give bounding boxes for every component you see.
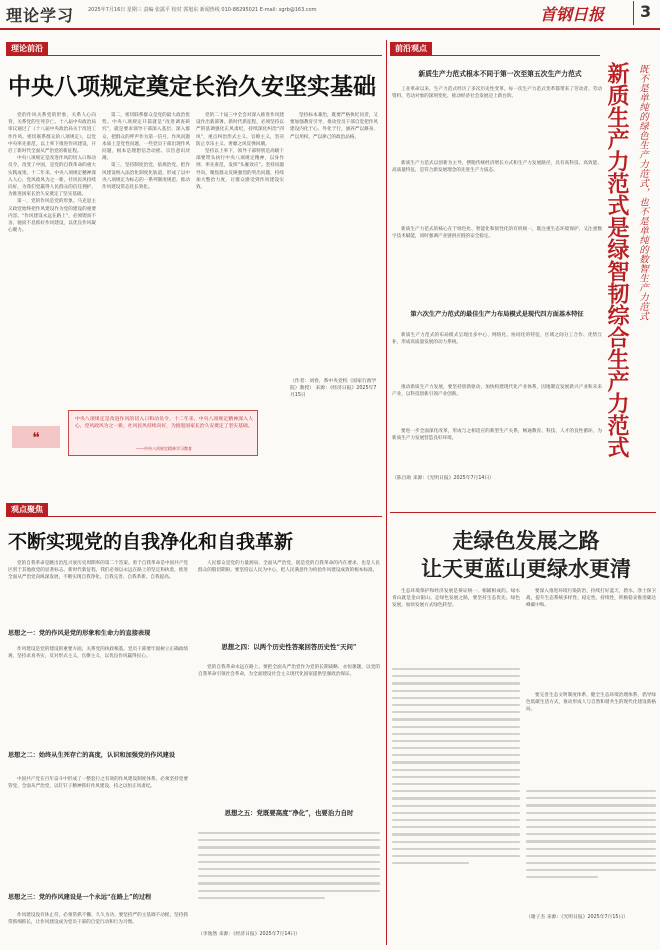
green-paragraph: 要完善生态文明制度体系，健全生态环境治理体系，倡导绿色低碳生活方式，推动形成人与自然和谐共生的现代化建设新格局。 <box>526 693 656 713</box>
middle-section-1 <box>8 646 188 746</box>
green-body-lines-2 <box>526 790 656 883</box>
right-paragraph: 推动新质生产力发展，要坚持创新驱动，加快构建现代化产业体系，因地制宜发展新兴产业和未来产业，以科技创新引领产业创新。 <box>392 385 602 398</box>
right-paragraph: 新质生产力范式以创新为主导，摆脱传统经济增长方式和生产力发展路径，具有高科技、高效能、高质量特征，是符合新发展理念的先进生产力质态。 <box>392 161 602 174</box>
middle-paragraph: 党的自我革命永远在路上。要把全面从严治党作为党的长期战略、永恒课题，以党的自我革命引领社会革命，为全面建设社会主义现代化国家提供坚强政治保证。 <box>198 665 380 678</box>
green-column-2b <box>526 692 656 792</box>
middle-source: （李逸然 来源：《经济日报》2025年7月14日） <box>198 932 301 937</box>
right-paragraph: 新质生产力范式的布局模式呈现出多中心、网络化、协同化的特征，区域之间分工合作、优势互补，形成高质量发展的动力系统。 <box>392 333 602 346</box>
middle-intro <box>8 560 188 626</box>
green-column-2 <box>526 588 656 688</box>
left-paragraph: 第三，坚持制度治党、依规治党。把作风建设纳入法治化制度化轨道，形成了以中央八项规定为标志的一系列制度规范，推动作风建设常态化长效化。 <box>102 163 190 191</box>
right-para-block <box>392 86 602 158</box>
right-para-block <box>392 160 602 224</box>
left-paragraph: 坚持以上率下，领导干部特别是高级干部要带头执行中央八项规定精神，以身作则、率先垂范，发挥“头雁效应”。坚持问题导向，聚焦群众反映强烈的突出问题，持续加大整治力度，让群众感受到作风建设实效。 <box>196 149 284 191</box>
left-paragraph: 第二，密切联系群众是党的最大政治优势。中央八项规定开篇就是“改进调查研究”，就是要求领导干部深入基层、深入群众，把群众的呼声作为第一信号。作风问题本质上是党性问题，一些党员干部出现作风问题，根本是理想信念动摇、宗旨意识淡薄。 <box>102 113 190 162</box>
column-divider <box>386 40 387 945</box>
green-headline-line-2: 让天更蓝山更绿水更清 <box>421 556 631 581</box>
middle-body-lines <box>198 832 380 904</box>
left-tag-bar <box>6 42 382 56</box>
right-article-title: 新质生产力范式根本不同于第一次至第五次生产力范式 <box>418 70 582 78</box>
right-vertical-subheadline: 既不是单纯的绿色生产力范式，也不是单纯的数智生产力范式 <box>637 64 648 321</box>
left-paragraph: 第一，党的作风是党的形象。马克思主义政党始终把作风建设作为党的建设的重要内容。“作风建设永远在路上”，必须锲而不舍、驰而不息抓好作风建设，以优良作风凝心聚力。 <box>8 199 96 234</box>
middle-column-2-top <box>198 560 380 636</box>
header-meta: 2025年7月16日 星期三 责编 张露平 校对 郭旭东 新闻热线 010-88295021 E-mail: sgrb@163.com <box>88 7 317 13</box>
right-paragraph: 工业革命以来，生产力范式经历了多次历史性变革。每一次生产力范式变革都带来了劳动者、劳动资料、劳动对象的深刻变化，推动经济社会发展迈上新台阶。 <box>392 87 602 100</box>
header-rule <box>633 1 634 25</box>
middle-subheading: 思想之三：党的作风建设是一个永远“在路上”的过程 <box>8 894 152 901</box>
newspaper-logo: 首钢日报 <box>540 5 605 24</box>
left-paragraph: 党的作风关系党的形象，关系人心向背，关系党的生死存亡。十八届中央政治局审议通过了《十八届中央政治局关于改进工作作风、密切联系群众的八项规定》，以党中央率先垂范，以上率下推进作风建设，开启了新时代全面从严治党的新征程。 <box>8 113 96 155</box>
section-title: 理论学习 <box>6 6 75 25</box>
middle-centered-heading: 思想之五：党既要高度“净化”，也要治力自时 <box>224 809 354 817</box>
green-paragraph: 要深入推进环境污染防治，持续打好蓝天、碧水、净土保卫战，提升生态系统多样性、稳定性、持续性，积极稳妥推进碳达峰碳中和。 <box>526 589 656 609</box>
pull-quote-footer: ——中央八项规定精神学习教育 <box>136 446 192 451</box>
middle-paragraph: 作风建设是党的建设的重要方面，关系党的执政根基。党员干部要牢固树立正确政绩观，坚持求真务实，反对形式主义、官僚主义，以优良作风赢得民心。 <box>8 647 188 660</box>
middle-paragraph: 党的自我革命是跳出治乱兴衰历史周期率的第二个答案。勇于自我革命是中国共产党区别于其他政党的显著标志。新时代新征程，我们必须以永远在路上的坚定和执着，推进全面从严治党向纵深发展，不断实现自我净化、自我完善、自我革新、自我提高。 <box>8 561 188 581</box>
right-section-tag: 前沿观点 <box>390 42 432 55</box>
middle-subheading: 思想之一：党的作风是党的形象和生命力的直接表现 <box>8 630 151 637</box>
right-subheading: 第六次生产力范式的最佳生产力布局模式是现代四方面基本特征 <box>410 311 584 318</box>
left-source: （作者：刘春，系中央党校（国家行政学院）教授） 来源：《经济日报》2025年7月15日 <box>290 379 377 398</box>
left-column-4 <box>290 112 378 374</box>
right-source: （陈百助 来源：《光明日报》2025年7月14日） <box>392 476 495 481</box>
left-headline: 中央八项规定奠定长治久安坚实基础 <box>8 73 376 100</box>
left-column-3 <box>196 112 284 412</box>
left-paragraph: 中央八项规定是改进作风的切入口和动员令，改变了中国，是党的自我革命的重大实践成果。十二年来，中央八项规定精神深入人心，党风政风为之一新，社风民风持续向好，为我们党赢得人民群众的信任拥护，为推进国家长治久安奠定了坚实基础。 <box>8 156 96 198</box>
right-vertical-headline: 新质生产力范式是绿智韧综合生产力范式 <box>604 62 630 458</box>
quote-decoration-icon <box>8 422 64 452</box>
middle-section-2 <box>8 776 188 886</box>
pull-quote-text: 中央八项规定是改进作风的切入口和动员令。十二年来，中央八项规定精神深入人心，党风政风为之一新，社风民风持续向好，为推进国家长治久安奠定了坚实基础。 <box>75 417 253 429</box>
right-paragraph: 新质生产力范式的核心在于绿色化、智能化和韧性化的有机统一，既注重生态环境保护，又注重数字技术赋能，同时强调产业链供应链的安全稳定。 <box>392 227 602 240</box>
green-body-lines-1 <box>392 668 520 869</box>
green-paragraph: 生态环境保护和经济发展是辩证统一、相辅相成的。绿水青山就是金山银山。走绿色发展之路，要坚持生态优先、绿色发展，加快发展方式绿色转型。 <box>392 589 520 609</box>
green-headline-line-1: 走绿色发展之路 <box>452 528 600 553</box>
green-source: （谢子杰 来源：《光明日报》2025年7月15日） <box>526 915 629 920</box>
middle-subheading: 思想之二：始终从生死存亡的高度，认识和加强党的作风建设 <box>8 752 176 759</box>
right-para-block <box>392 226 602 298</box>
middle-section-tag: 观点聚焦 <box>6 503 48 516</box>
middle-section-3 <box>8 912 188 946</box>
right-para-block <box>392 332 602 382</box>
middle-paragraph: 人民群众是党的力量源泉。全面从严治党，既是党的自我革命的内在要求，也是人民群众的殷切期盼。要坚持以人民为中心，把人民满意作为检验作风建设成效的根本标准。 <box>198 561 380 574</box>
page-number: 3 <box>640 2 652 21</box>
page-header <box>0 0 660 30</box>
right-para-block <box>392 428 602 470</box>
middle-tag-bar <box>6 503 382 517</box>
right-paragraph: 要进一步全面深化改革，形成与之相适应的新型生产关系，畅通教育、科技、人才的良性循环，为新质生产力发展营造良好环境。 <box>392 429 602 442</box>
left-column-2 <box>102 112 190 412</box>
left-paragraph: 坚持标本兼治，既要严格执纪问责，又要加强教育引导，推动党员干部自觉把作风建设内化于心、外化于行，涵养严以修身、严以用权、严以律己的政治品格。 <box>290 113 378 140</box>
right-tag-bar <box>390 42 600 56</box>
right-para-block <box>392 384 602 426</box>
right-section-divider <box>390 512 656 513</box>
middle-centered-heading: 思想之四：以两个历史性答案回答历史性“天问” <box>221 643 357 651</box>
pull-quote-box <box>68 410 258 456</box>
middle-headline: 不断实现党的自我净化和自我革新 <box>8 531 294 553</box>
left-column-1 <box>8 112 96 412</box>
left-paragraph: 党的二十届三中全会对深入推进作风建设作出新部署。新时代新征程，必须坚持以严的基调强化正风肃纪，持续深化纠治“四风”，重点纠治形式主义、官僚主义，坚决防止享乐主义、奢靡之风反弹回潮。 <box>196 113 284 147</box>
svg-text:❝: ❝ <box>32 430 40 446</box>
middle-paragraph: 作风建设没有休止符，必须常抓不懈、久久为功。要坚持严的主基调不动摇，坚持抓常抓细抓长，让作风建设成为党员干部的自觉行动和行为习惯。 <box>8 913 188 926</box>
left-section-tag: 理论前沿 <box>6 42 48 55</box>
middle-column-2-mid <box>198 664 380 804</box>
middle-paragraph: 中国共产党在百年奋斗中形成了一整套行之有效的作风建设制度体系。必须坚持党要管党、全面从严治党，以钉钉子精神抓好作风建设，持之以恒正风肃纪。 <box>8 777 188 790</box>
